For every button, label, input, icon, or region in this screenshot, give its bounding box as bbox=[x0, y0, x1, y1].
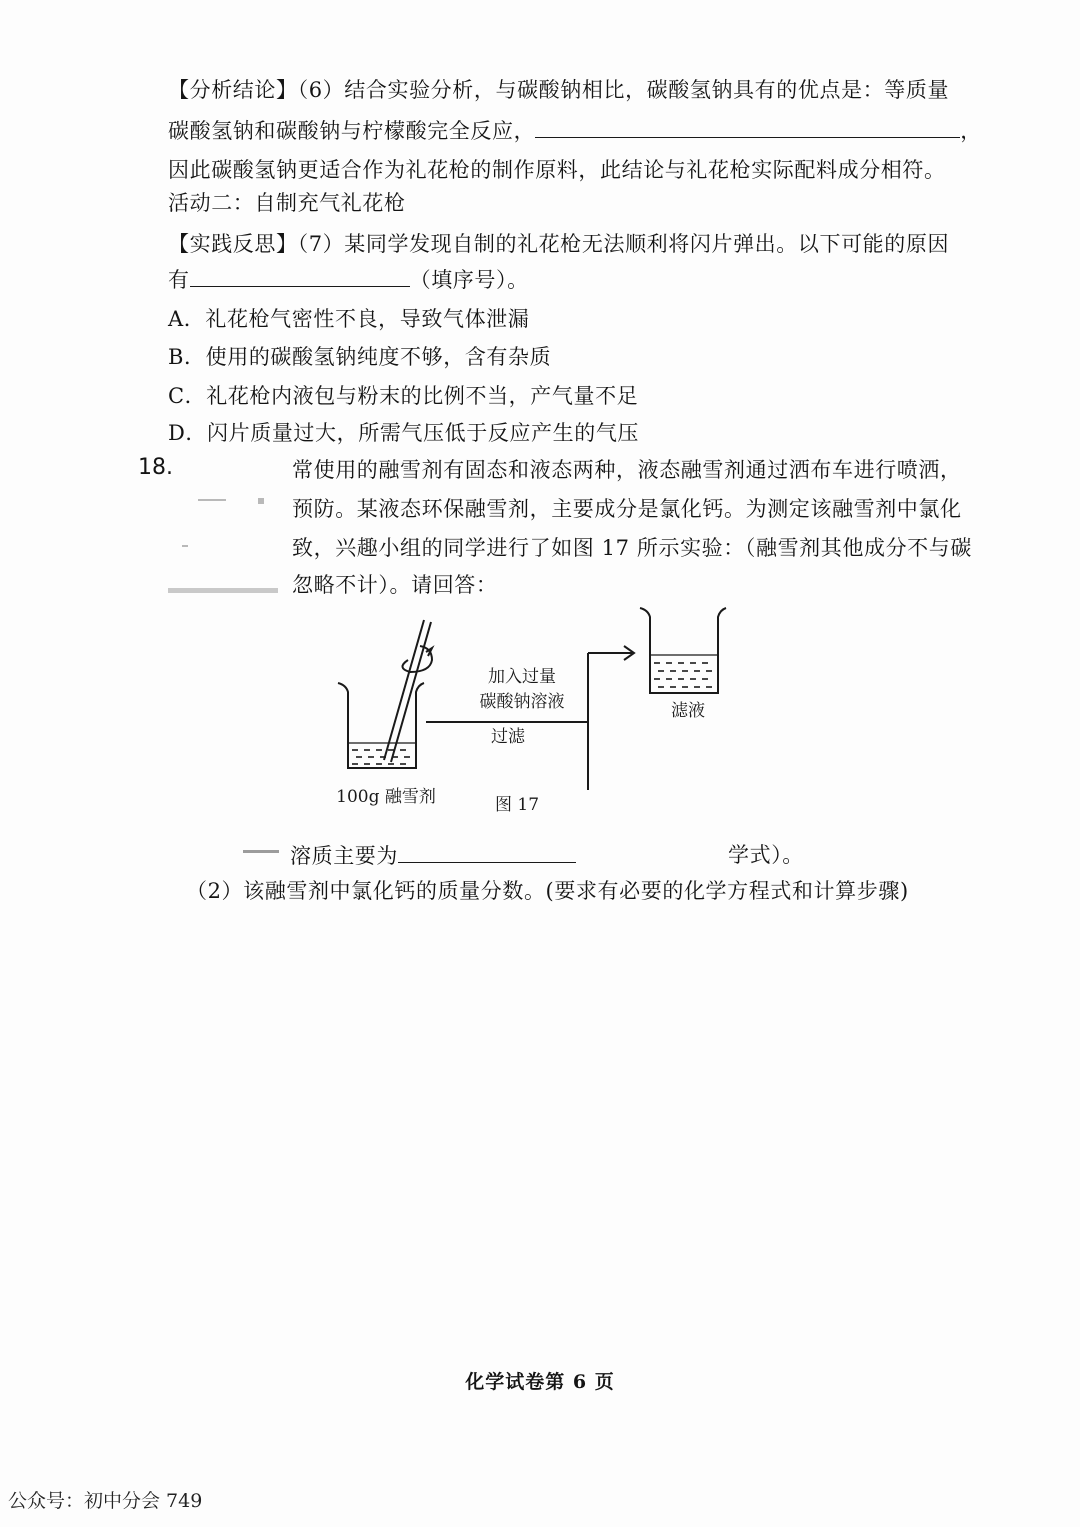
subq2-text: （2）该融雪剂中氯化钙的质量分数。(要求有必要的化学方程式和计算步骤) bbox=[186, 879, 909, 903]
reflection-line2-start: 有 bbox=[168, 268, 190, 292]
filtrate-label: 滤液 bbox=[671, 701, 705, 721]
subq1-end: 学式）。 bbox=[728, 843, 804, 867]
right-beaker bbox=[640, 608, 726, 693]
beaker-label: 100g 融雪剂 bbox=[336, 787, 436, 807]
analysis-line2-text: 碳酸氢钠和碳酸钠与柠檬酸完全反应， bbox=[168, 119, 536, 143]
page-footer: 化学试卷第 6 页 bbox=[465, 1371, 615, 1393]
activity-two-heading: 活动二：自制充气礼花枪 bbox=[168, 191, 406, 215]
option-c: C．礼花枪内液包与粉末的比例不当，产气量不足 bbox=[168, 384, 639, 408]
figure-caption: 图 17 bbox=[494, 795, 540, 815]
left-beaker-liquid bbox=[352, 750, 410, 764]
q18-line-3: 致，兴趣小组的同学进行了如图 17 所示实验：（融雪剂其他成分不与碳 bbox=[292, 536, 972, 560]
q18-line-4: 忽略不计）。请回答： bbox=[292, 573, 498, 597]
option-d: D．闪片质量过大，所需气压低于反应产生的气压 bbox=[168, 421, 640, 445]
subq1-start-text: 溶质主要为 bbox=[290, 844, 398, 868]
option-b: B．使用的碳酸氢钠纯度不够，含有杂质 bbox=[168, 345, 552, 369]
analysis-text: （6）结合实验分析，与碳酸钠相比，碳酸氢钠具有的优点是：等质量 bbox=[297, 78, 950, 102]
answer-blank-18-1[interactable] bbox=[398, 840, 576, 863]
step-label-2: 碳酸钠溶液 bbox=[479, 692, 565, 712]
analysis-line2-comma: ， bbox=[960, 119, 982, 143]
filter-label: 过滤 bbox=[491, 727, 525, 747]
question-18-number: 18. bbox=[138, 455, 173, 480]
option-a: A．礼花枪气密性不良，导致气体泄漏 bbox=[168, 307, 530, 331]
analysis-tag: 【分析结论】 bbox=[168, 78, 298, 102]
watermark-text: 公众号：初中分会 749 bbox=[8, 1490, 203, 1512]
reflection-tag: 【实践反思】 bbox=[168, 232, 298, 256]
q18-line-2: 预防。某液态环保融雪剂，主要成分是氯化钙。为测定该融雪剂中氯化 bbox=[292, 497, 962, 521]
analysis-line-3: 因此碳酸氢钠更适合作为礼花枪的制作原料，此结论与礼花枪实际配料成分相符。 bbox=[168, 158, 946, 182]
right-beaker-liquid bbox=[654, 663, 712, 687]
smudge-mark bbox=[243, 850, 279, 853]
step-label-1: 加入过量 bbox=[488, 667, 556, 687]
left-beaker bbox=[338, 683, 424, 768]
reflection-text: （7）某同学发现自制的礼花枪无法顺利将闪片弹出。以下可能的原因 bbox=[297, 232, 950, 256]
stirring-rod bbox=[384, 620, 432, 762]
reflection-line2-end: （填序号）。 bbox=[409, 268, 529, 292]
q18-line-1: 常使用的融雪剂有固态和液态两种，液态融雪剂通过洒布车进行喷洒， bbox=[292, 458, 962, 482]
subq1-start bbox=[290, 840, 576, 871]
